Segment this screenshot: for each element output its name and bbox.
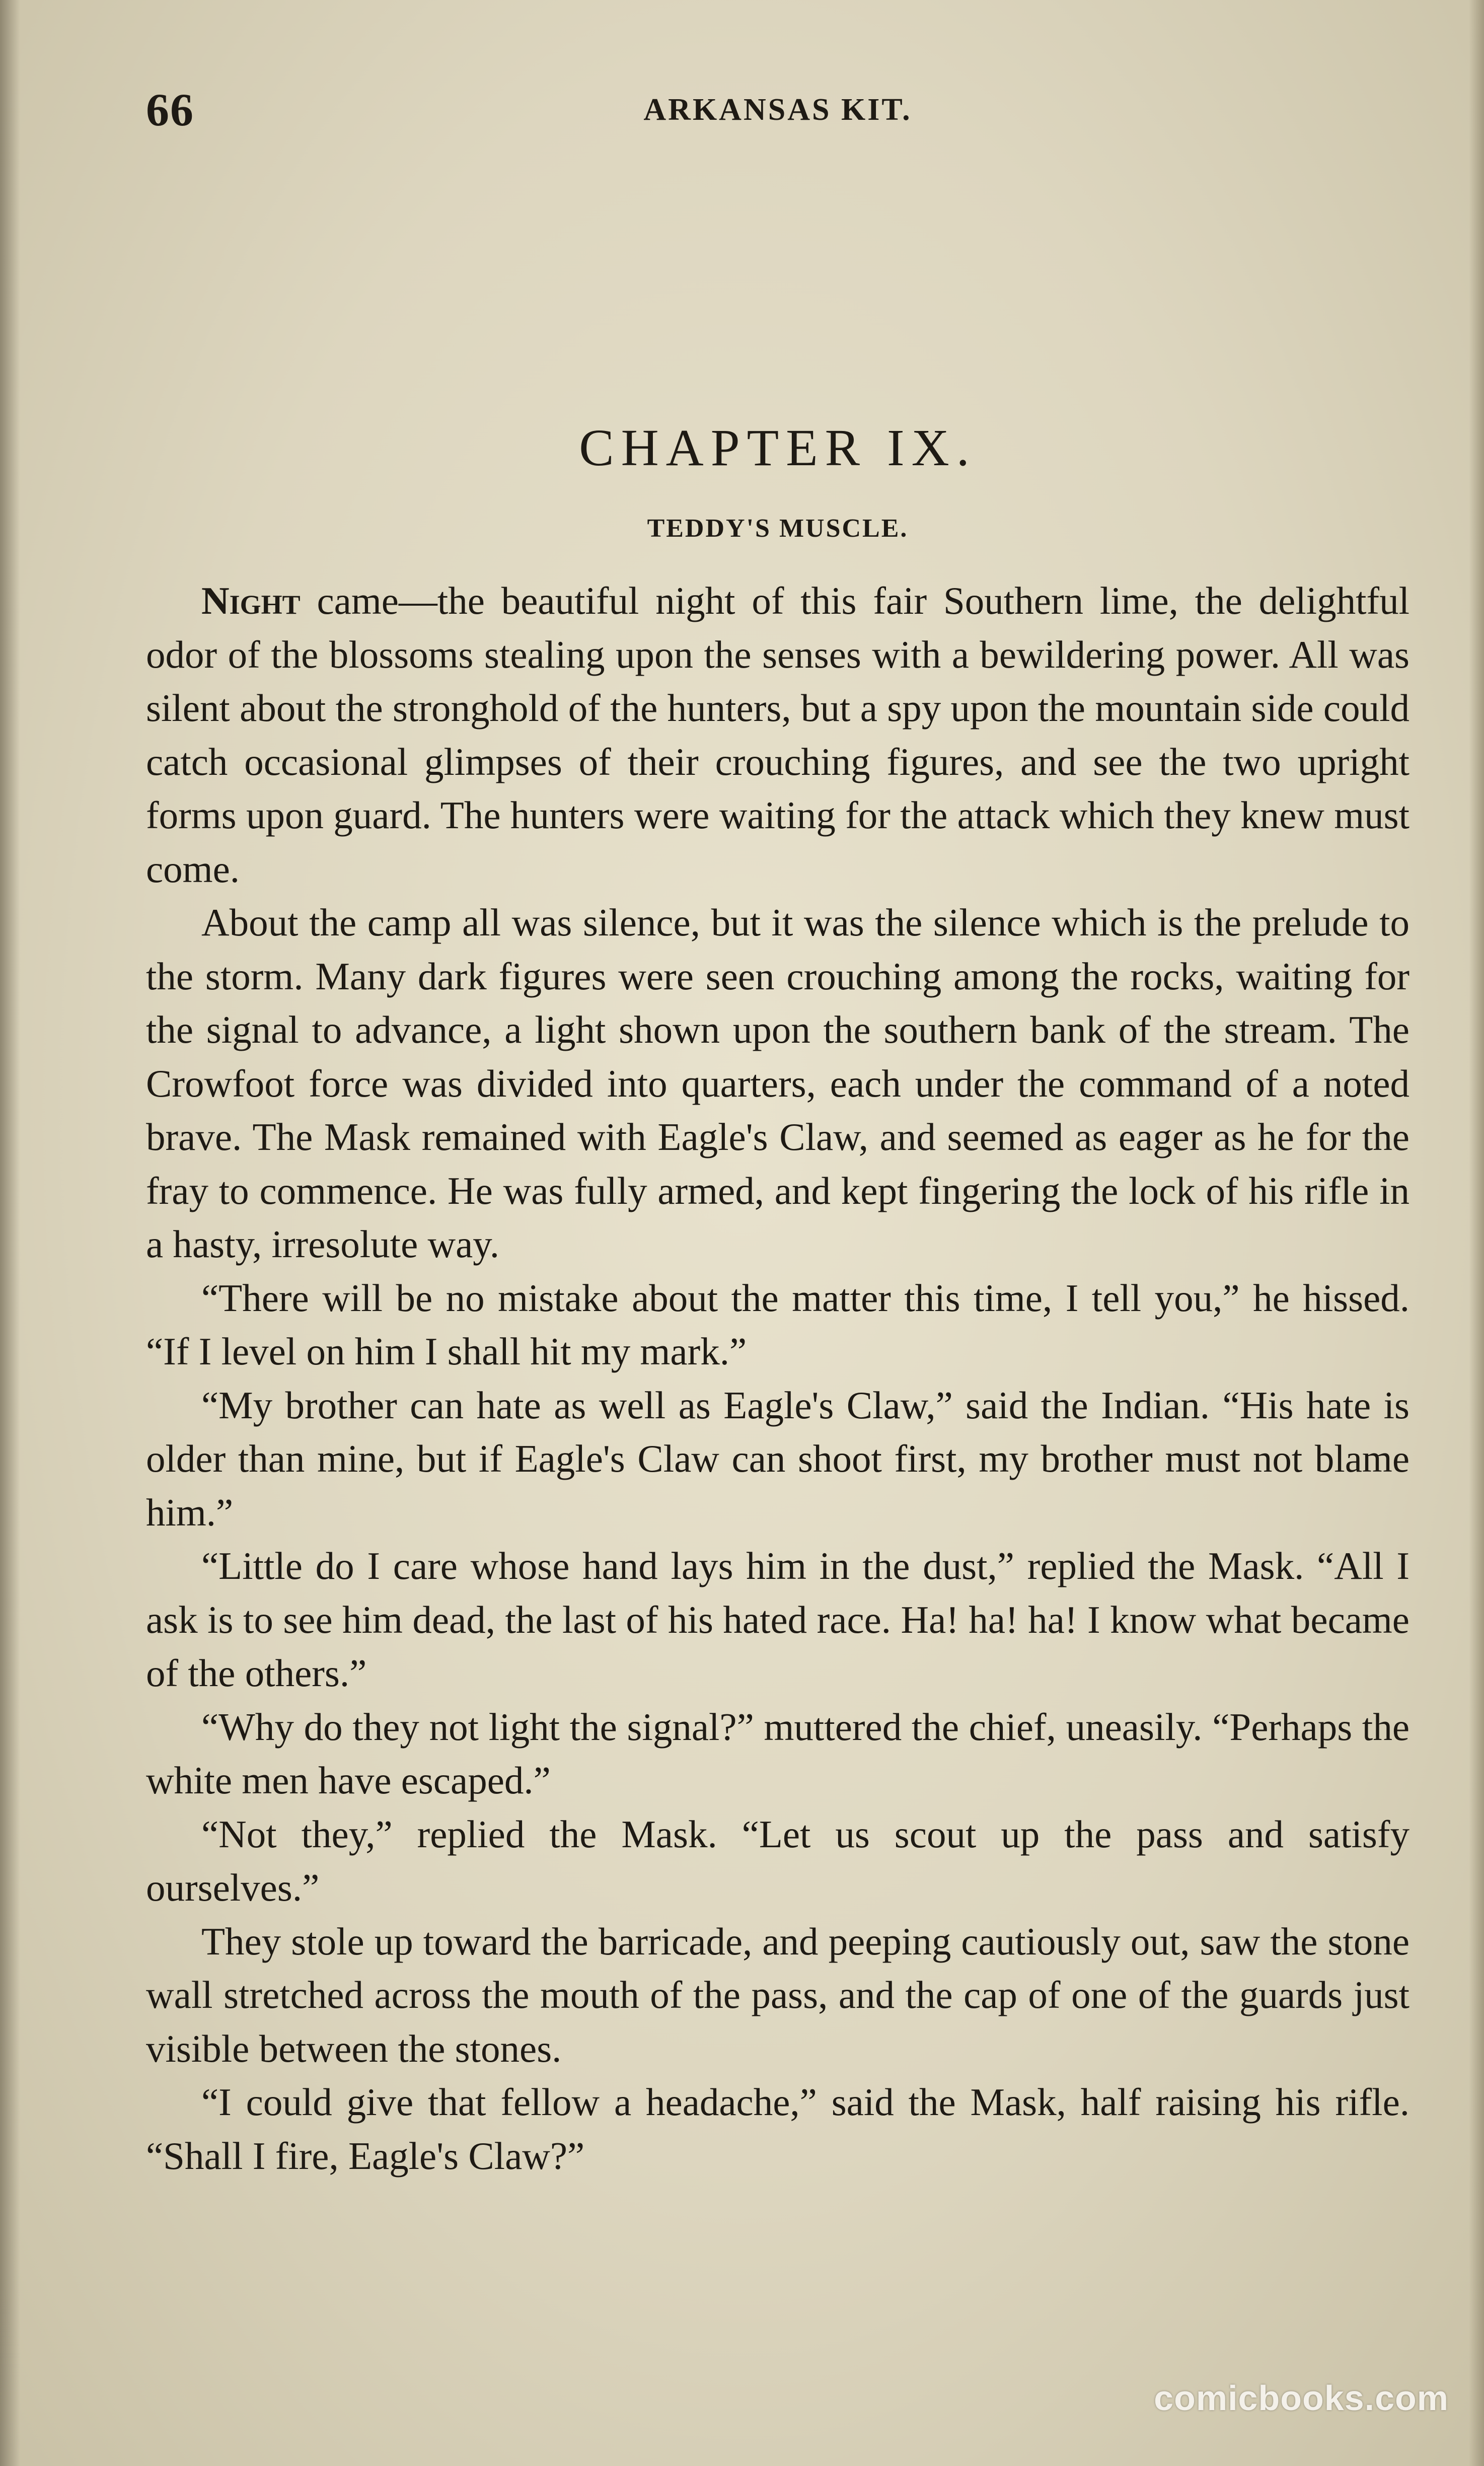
- paragraph: [146, 1539, 1409, 1700]
- page-edge-right: [1469, 0, 1484, 2466]
- paragraph: [146, 574, 1409, 896]
- page-edge-left: [0, 0, 20, 2466]
- paragraph: [146, 2075, 1409, 2183]
- paragraph-text: “Not they,” replied the Mask. “Let us scout up the pass and satisfy ourselves.”: [146, 1812, 1409, 1909]
- paragraph: [146, 1379, 1409, 1540]
- paragraph: [146, 1700, 1409, 1807]
- page-number: 66: [146, 84, 194, 135]
- paragraph-text: “I could give that fellow a headache,” said the Mask, half raising his rifle. “Shall I fire, Eagle's Claw?”: [146, 2080, 1409, 2178]
- chapter-heading: CHAPTER IX.: [579, 419, 977, 477]
- paragraph: [146, 1807, 1409, 1915]
- paragraph-text: came—the beautiful night of this fair Southern lime, the delightful odor of the blossoms stealing upon the senses with a bewildering power. All was silent about the stronghold of the hunters, but a spy upon the mountain side could catch occasional glimpses of their crouching figures, and see the two upright forms upon guard. The hunters were waiting for the attack which they knew must come.: [146, 579, 1409, 891]
- paragraph-lead: Night: [201, 579, 301, 622]
- body-text: [146, 574, 1409, 2183]
- paragraph-text: “There will be no mistake about the matter this time, I tell you,” he hissed. “If I level on him I shall hit my mark.”: [146, 1276, 1409, 1373]
- paragraph: [146, 896, 1409, 1271]
- running-title: ARKANSAS KIT.: [643, 93, 912, 127]
- chapter-subtitle: TEDDY'S MUSCLE.: [647, 514, 909, 543]
- paragraph-text: “Why do they not light the signal?” muttered the chief, uneasily. “Perhaps the white men have escaped.”: [146, 1705, 1409, 1802]
- watermark: comicbooks.com: [1154, 2378, 1449, 2418]
- paragraph-text: About the camp all was silence, but it was the silence which is the prelude to the storm. Many dark figures were seen crouching among the rocks, waiting for the signal to advance, a light shown upon the southern bank of the stream. The Crowfoot force was divided into quarters, each under the command of a noted brave. The Mask remained with Eagle's Claw, and seemed as eager as he for the fray to commence. He was fully armed, and kept fingering the lock of his rifle in a hasty, irresolute way.: [146, 901, 1409, 1266]
- paragraph-text: They stole up toward the barricade, and peeping cautiously out, saw the stone wall stretched across the mouth of the pass, and the cap of one of the guards just visible between the stones.: [146, 1919, 1409, 2070]
- running-head: [146, 83, 1409, 143]
- paragraph: [146, 1915, 1409, 2076]
- paragraph-text: “My brother can hate as well as Eagle's Claw,” said the Indian. “His hate is older than mine, but if Eagle's Claw can shoot first, my brother must not blame him.”: [146, 1383, 1409, 1534]
- paragraph-text: “Little do I care whose hand lays him in the dust,” replied the Mask. “All I ask is to see him dead, the last of his hated race. Ha! ha! ha! I know what became of the others.”: [146, 1544, 1409, 1695]
- paragraph: [146, 1271, 1409, 1379]
